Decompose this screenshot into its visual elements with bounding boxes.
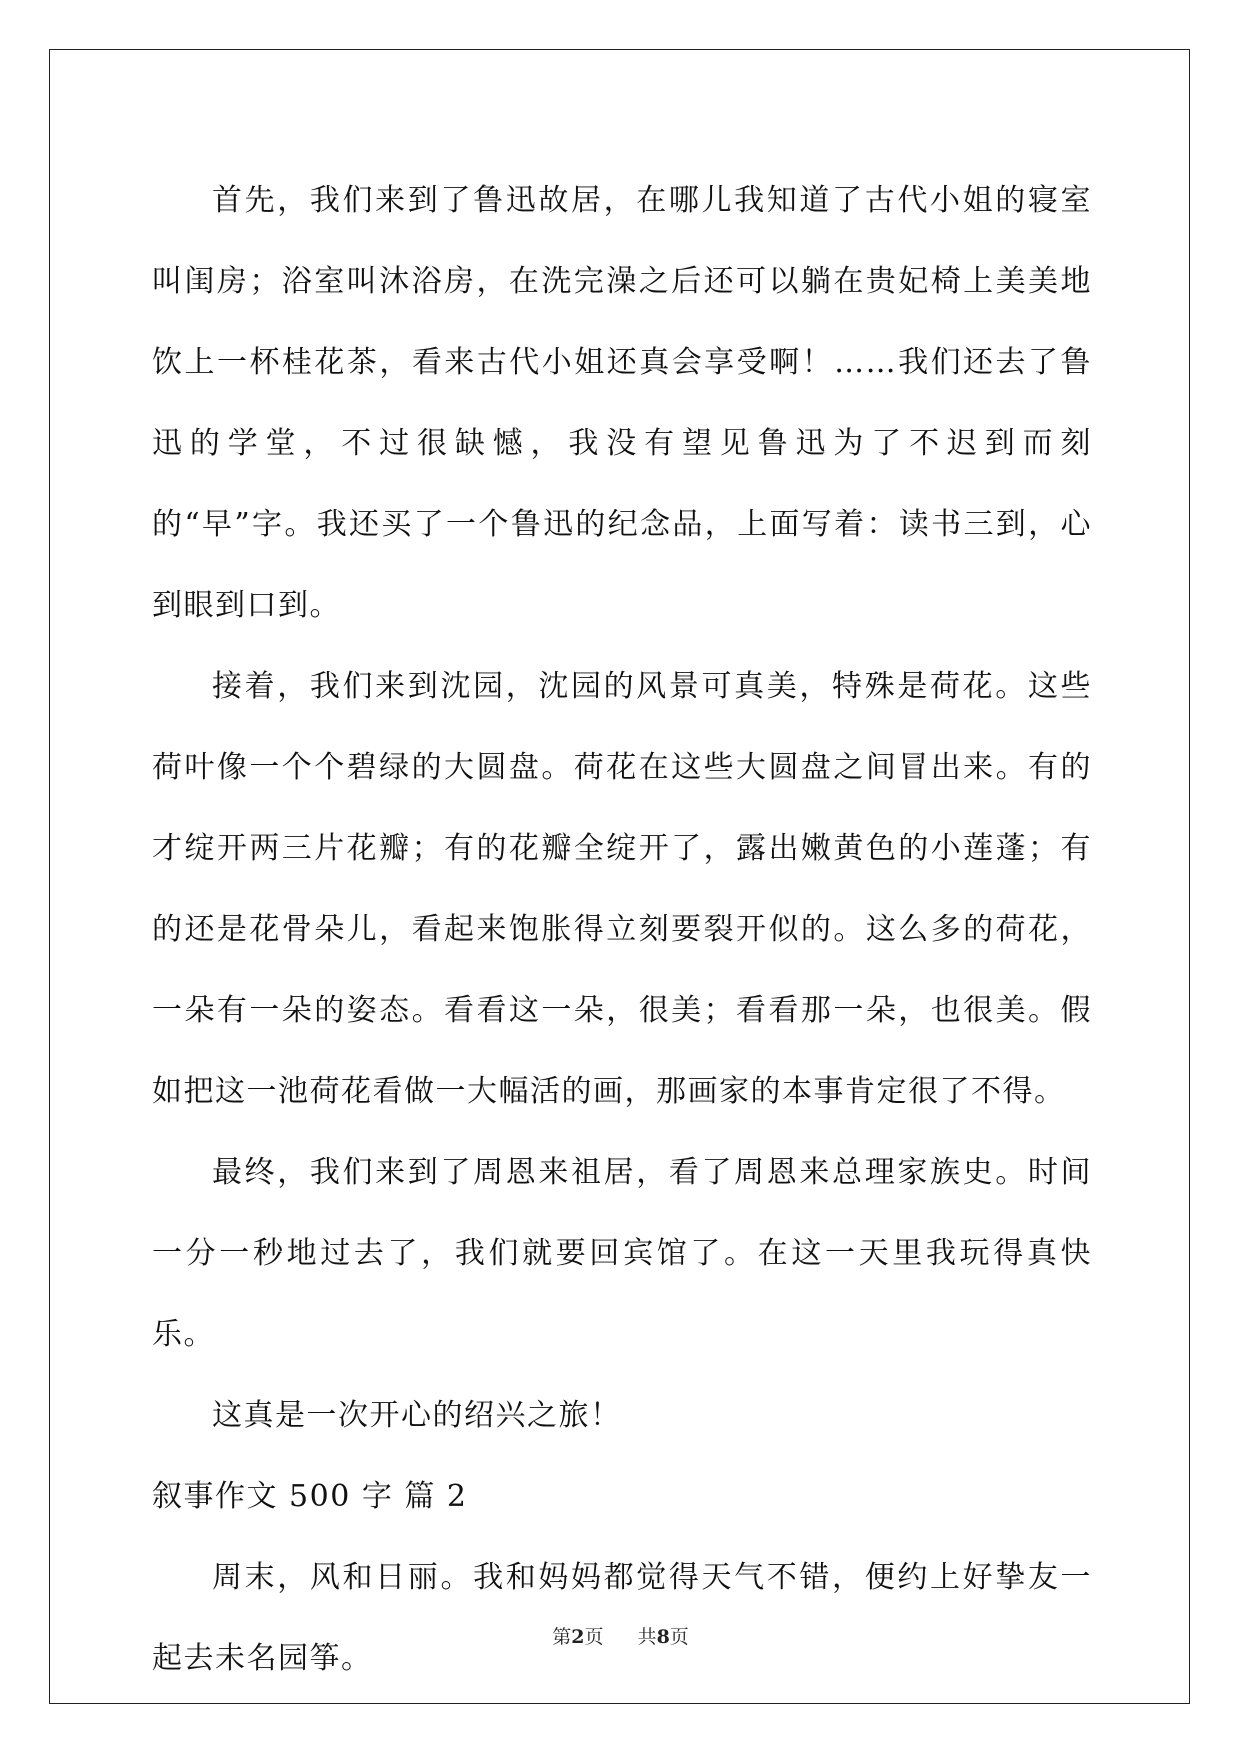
paragraph-conclusion: 这真是一次开心的绍兴之旅！	[212, 1398, 622, 1433]
paragraph-weekend: 周末，风和日丽。我和妈妈都觉得天气不错，便约上好挚友一起去未名园筝。	[152, 1560, 1092, 1676]
page-prefix: 第	[552, 1626, 572, 1648]
paragraph-luxun-residence: 首先，我们来到了鲁迅故居，在哪儿我知道了古代小姐的寝室叫闺房；浴室叫沐浴房，在洗完澡之后还可以躺在贵妃椅上美美地饮上一杯桂花茶，看来古代小姐还真会享受啊！……我们还去了鲁迅的学堂，不过很缺憾，我没有望见鲁迅为了不迟到而刻的“早”字。我还买了一个鲁迅的纪念品，上面写着：读书三到，心到眼到口到。	[152, 183, 1092, 623]
page-total: 8	[656, 1626, 670, 1648]
page-number: 2	[571, 1626, 585, 1648]
total-prefix: 共	[637, 1626, 657, 1648]
page-suffix: 页	[584, 1626, 604, 1648]
document-body	[152, 160, 1092, 1699]
paragraph-shen-garden: 接着，我们来到沈园，沈园的风景可真美，特殊是荷花。这些荷叶像一个个碧绿的大圆盘。荷花在这些大圆盘之间冒出来。有的才绽开两三片花瓣；有的花瓣全绽开了，露出嫩黄色的小莲蓬；有的还是花骨朵儿，看起来饱胀得立刻要裂开似的。这么多的荷花，一朵有一朵的姿态。看看这一朵，很美；看看那一朵，也很美。假如把这一池荷花看做一大幅活的画，那画家的本事肯定很了不得。	[152, 669, 1092, 1109]
page-footer	[0, 1622, 1241, 1649]
total-suffix: 页	[669, 1626, 689, 1648]
paragraph-zhou-enlai-residence: 最终，我们来到了周恩来祖居，看了周恩来总理家族史。时间一分一秒地过去了，我们就要回宾馆了。在这一天里我玩得真快乐。	[152, 1155, 1092, 1352]
section-heading: 叙事作文 500 字 篇 2	[152, 1479, 468, 1514]
